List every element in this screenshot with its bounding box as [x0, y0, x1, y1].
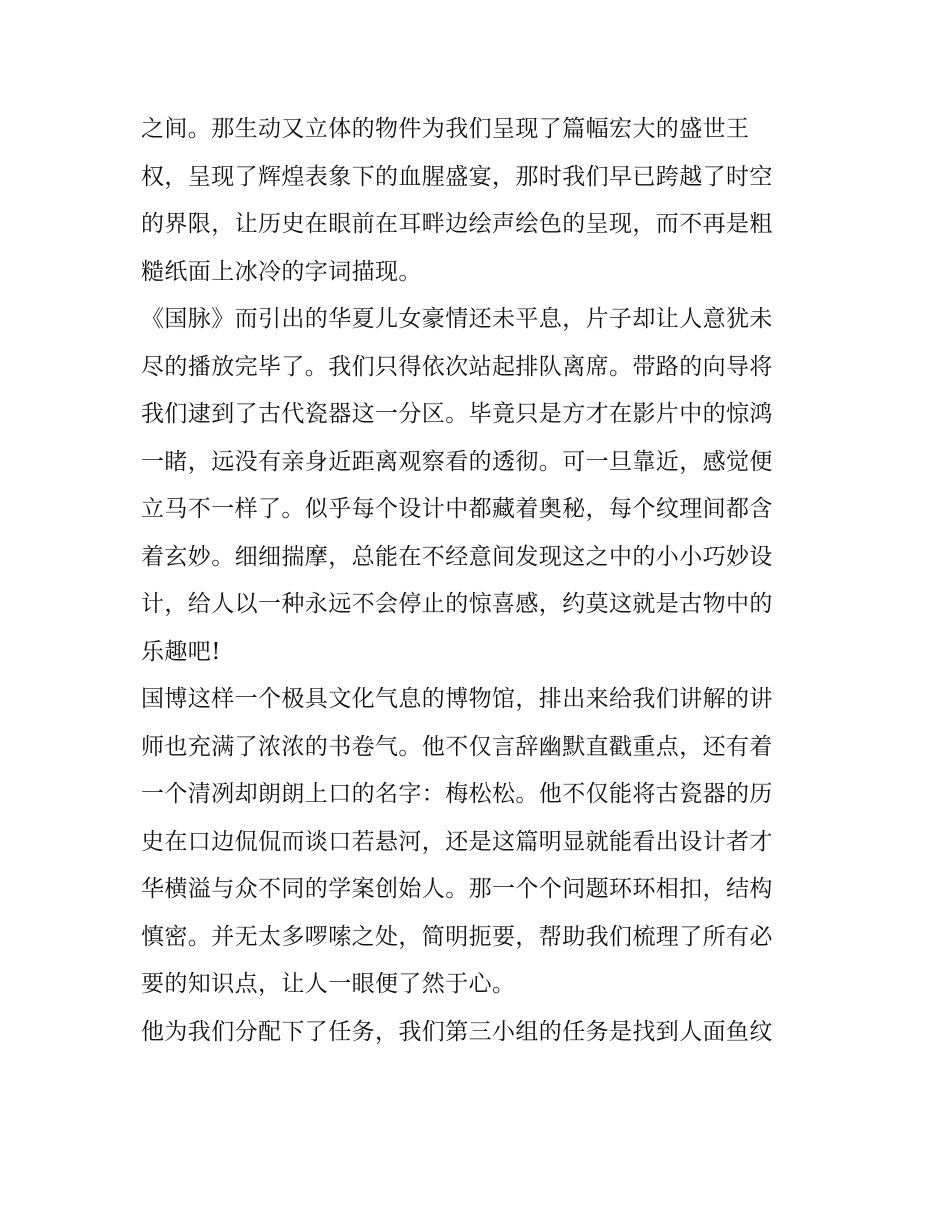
text-line: 师也充满了浓浓的书卷气。他不仅言辞幽默直戳重点，还有着	[141, 733, 773, 760]
text-line: 一睹，远没有亲身近距离观察看的透彻。可一旦靠近，感觉便	[141, 448, 773, 475]
text-line: 慎密。并无太多啰嗦之处，简明扼要，帮助我们梳理了所有必	[141, 923, 773, 950]
text-line: 立马不一样了。似乎每个设计中都藏着奥秘，每个纹理间都含	[141, 496, 773, 522]
text-line: 糙纸面上冰冷的字词描现。	[141, 258, 422, 285]
text-line: 我们逮到了古代瓷器这一分区。毕竟只是方才在影片中的惊鸿	[141, 401, 773, 427]
body-text	[141, 106, 813, 1056]
text-line: 计，给人以一种永远不会停止的惊喜感，约莫这就是古物中的	[141, 591, 773, 617]
text-line: 一个清冽却朗朗上口的名字：梅松松。他不仅能将古瓷器的历	[141, 781, 773, 807]
text-line: 权，呈现了辉煌表象下的血腥盛宴，那时我们早已跨越了时空	[141, 163, 773, 190]
text-line: 要的知识点，让人一眼便了然于心。	[141, 971, 516, 997]
text-line: 之间。那生动又立体的物件为我们呈现了篇幅宏大的盛世王	[141, 116, 750, 142]
text-line: 乐趣吧!	[141, 638, 221, 665]
text-line: 史在口边侃侃而谈口若悬河，还是这篇明显就能看出设计者才	[141, 828, 773, 855]
text-line: 国博这样一个极具文化气息的博物馆，排出来给我们讲解的讲	[141, 686, 773, 712]
text-line: 着玄妙。细细揣摩，总能在不经意间发现这之中的小小巧妙设	[141, 543, 773, 570]
text-line: 《国脉》而引出的华夏儿女豪情还未平息，片子却让人意犹未	[141, 306, 773, 332]
text-line: 的界限，让历史在眼前在耳畔边绘声绘色的呈现，而不再是粗	[141, 211, 773, 237]
text-line: 他为我们分配下了任务，我们第三小组的任务是找到人面鱼纹	[141, 1018, 773, 1045]
text-line: 尽的播放完毕了。我们只得依次站起排队离席。带路的向导将	[141, 353, 773, 380]
text-line: 华横溢与众不同的学案创始人。那一个个问题环环相扣，结构	[141, 876, 773, 902]
